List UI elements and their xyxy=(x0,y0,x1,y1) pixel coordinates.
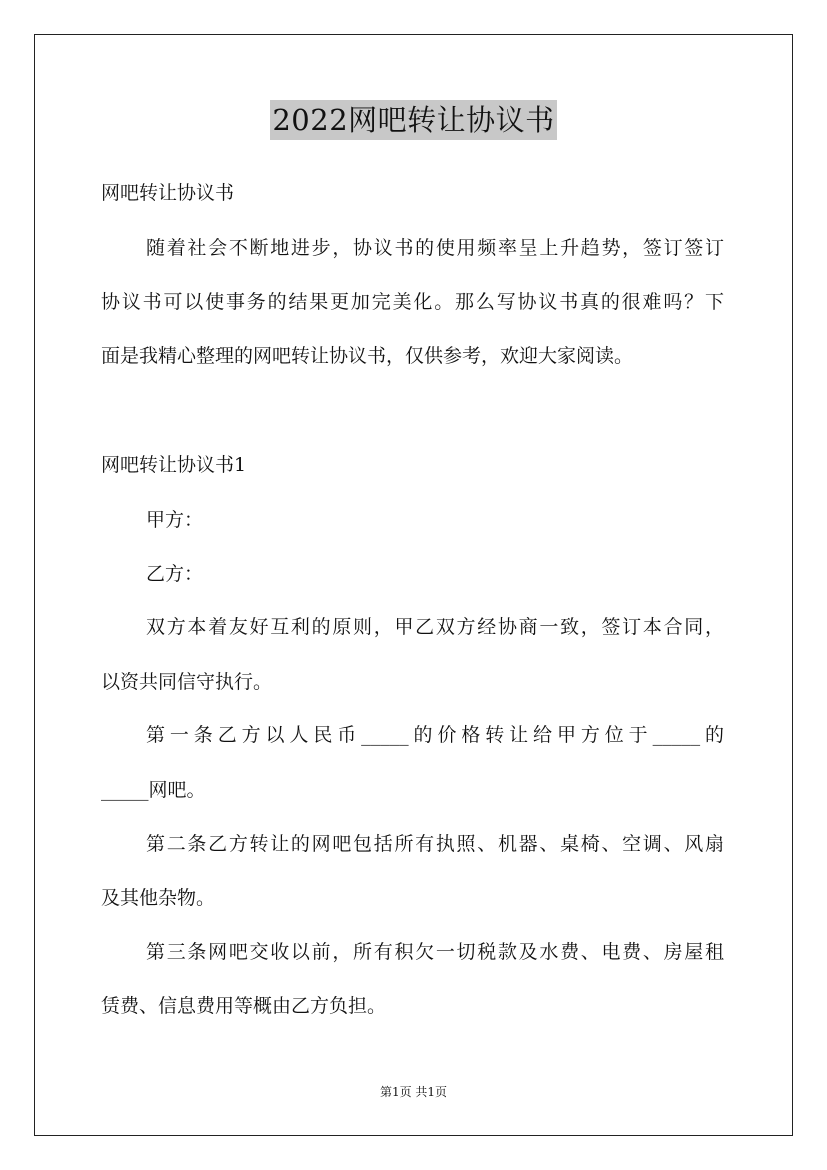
article1-line-2: _____网吧。 xyxy=(101,779,206,801)
title-container xyxy=(0,100,827,140)
party-b: 乙方： xyxy=(146,563,204,585)
page-number: 第1页 共1页 xyxy=(379,1085,448,1099)
article2-line-2: 及其他杂物。 xyxy=(101,887,216,909)
preamble-line-1: 双方本着友好互利的原则，甲乙双方经协商一致，签订本合同， xyxy=(146,616,724,638)
preamble-line-2: 以资共同信守执行。 xyxy=(101,671,273,693)
article1-line-1: 第一条乙方以人民币_____的价格转让给甲方位于_____的 xyxy=(146,724,724,746)
section-heading: 网吧转让协议书1 xyxy=(101,454,247,476)
party-a: 甲方： xyxy=(146,509,204,531)
article3-line-1: 第三条网吧交收以前，所有积欠一切税款及水费、电费、房屋租 xyxy=(146,941,724,963)
document-title: 2022网吧转让协议书 xyxy=(270,100,556,140)
intro-line-3: 面是我精心整理的网吧转让协议书，仅供参考，欢迎大家阅读。 xyxy=(101,345,634,367)
intro-line-1: 随着社会不断地进步，协议书的使用频率呈上升趋势，签订签订 xyxy=(146,237,724,259)
intro-line-2: 协议书可以使事务的结果更加完美化。那么写协议书真的很难吗？下 xyxy=(101,291,724,313)
subtitle: 网吧转让协议书 xyxy=(101,182,235,204)
article2-line-1: 第二条乙方转让的网吧包括所有执照、机器、桌椅、空调、风扇 xyxy=(146,833,724,855)
article3-line-2: 赁费、信息费用等概由乙方负担。 xyxy=(101,995,387,1017)
